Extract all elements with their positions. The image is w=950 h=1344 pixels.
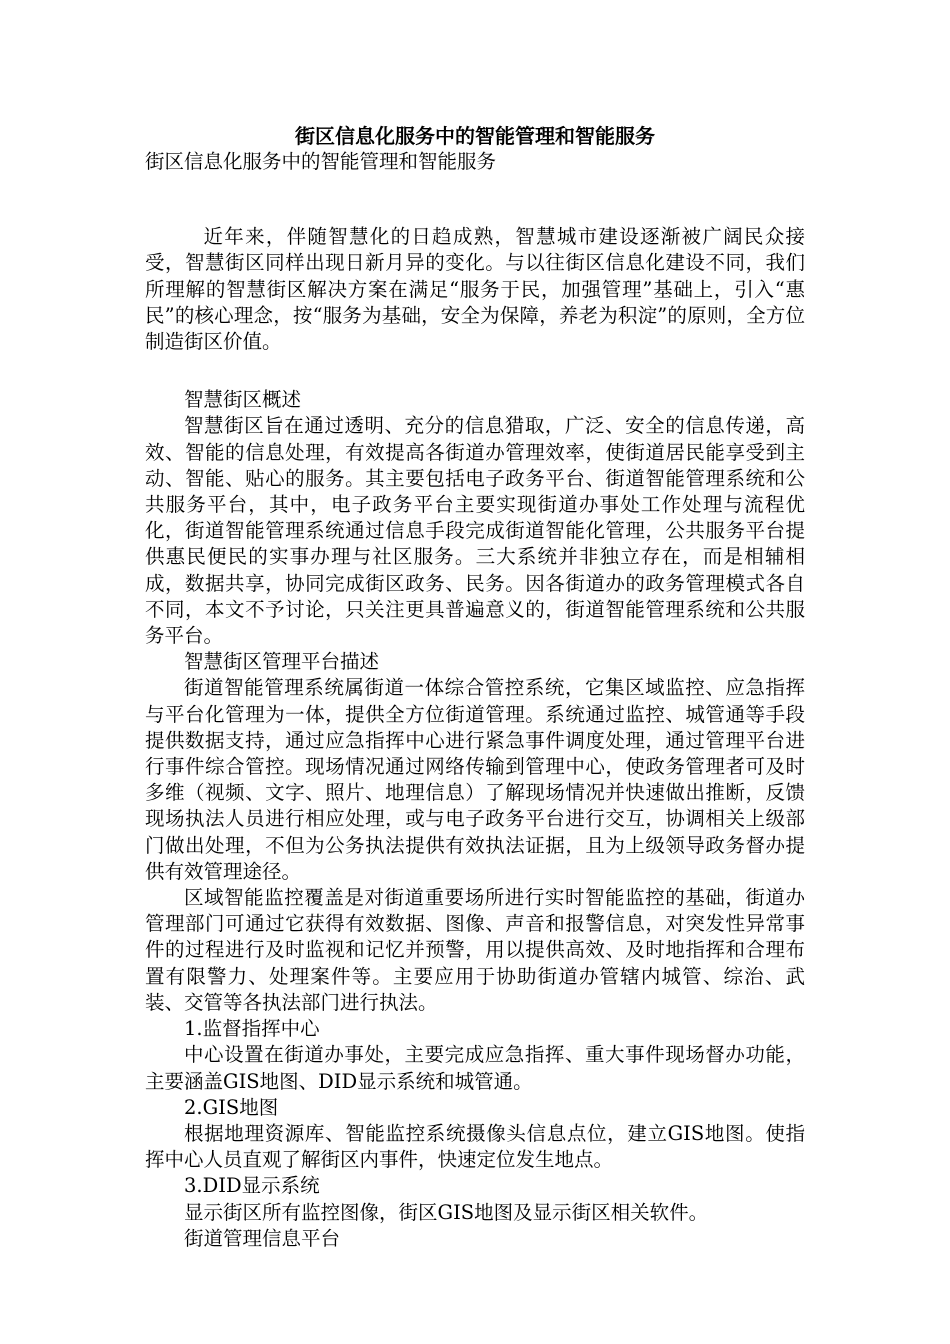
paragraph-did-display: 显示街区所有监控图像，街区GIS地图及显示街区相关软件。 (184, 1200, 709, 1224)
paragraph-command-center: 中心设置在街道办事处，主要完成应急指挥、重大事件现场督办功能，主要涵盖GIS地图、DID显示系统和城管通。 (145, 1043, 805, 1093)
blank-line (145, 175, 805, 201)
heading-overview: 智慧街区概述 (184, 388, 302, 412)
heading-did-display: 3.DID显示系统 (184, 1174, 320, 1198)
document-body (145, 149, 805, 1252)
paragraph-overview: 智慧街区旨在通过透明、充分的信息猎取，广泛、安全的信息传递，高效、智能的信息处理，有效提高各街道办管理效率，使街道居民能享受到主动、智能、贴心的服务。其主要包括电子政务平台、街道智能管理系统和公共服务平台，其中，电子政务平台主要实现街道办事处工作处理与流程优化，街道智能管理系统通过信息手段完成街道智能化管理，公共服务平台提供惠民便民的实事办理与社区服务。三大系统并非独立存在，而是相辅相成，数据共享，协同完成街区政务、民务。因各街道办的政务管理模式各自不同，本文不予讨论，只关注更具普遍意义的，街道智能管理系统和公共服务平台。 (145, 414, 805, 648)
heading-platform: 智慧街区管理平台描述 (184, 650, 380, 674)
paragraph-monitoring: 区域智能监控覆盖是对街道重要场所进行实时智能监控的基础，街道办管理部门可通过它获得有效数据、图像、声音和报警信息，对突发性异常事件的过程进行及时监视和记忆并预警，用以提供高效、及时地指挥和合理布置有限警力、处理案件等。主要应用于协助街道办管辖内城管、综治、武装、交管等各执法部门进行执法。 (145, 886, 805, 1014)
document-subtitle: 街区信息化服务中的智能管理和智能服务 (145, 150, 497, 173)
heading-info-platform: 街道管理信息平台 (184, 1226, 341, 1250)
heading-command-center: 1.监督指挥中心 (184, 1017, 320, 1041)
intro-paragraph: 近年来，伴随智慧化的日趋成熟，智慧城市建设逐渐被广阔民众接受，智慧街区同样出现日新月异的变化。与以往街区信息化建设不同，我们所理解的智慧街区解决方案在满足“服务于民，加强管理”基础上，引入“惠民”的核心理念，按“服务为基础，安全为保障，养老为积淀”的原则，全方位制造街区价值。 (145, 225, 805, 354)
paragraph-gis-map: 根据地理资源库、智能监控系统摄像头信息点位，建立GIS地图。使指挥中心人员直观了解街区内事件，快速定位发生地点。 (145, 1121, 805, 1172)
document-title: 街区信息化服务中的智能管理和智能服务 (295, 124, 655, 148)
paragraph-platform: 街道智能管理系统属街道一体综合管控系统，它集区域监控、应急指挥与平台化管理为一体，提供全方位街道管理。系统通过监控、城管通等手段提供数据支持，通过应急指挥中心进行紧急事件调度处理，通过管理平台进行事件综合管控。现场情况通过网络传输到管理中心，使政务管理者可及时多维（视频、文字、照片、地理信息）了解现场情况并快速做出推断，反馈现场执法人员进行相应处理，或与电子政务平台进行交互，协调相关上级部门做出处理，不但为公务执法提供有效执法证据，且为上级领导政务督办提供有效管理途径。 (145, 676, 805, 883)
heading-gis-map: 2.GIS地图 (184, 1095, 279, 1119)
blank-line (145, 355, 805, 381)
